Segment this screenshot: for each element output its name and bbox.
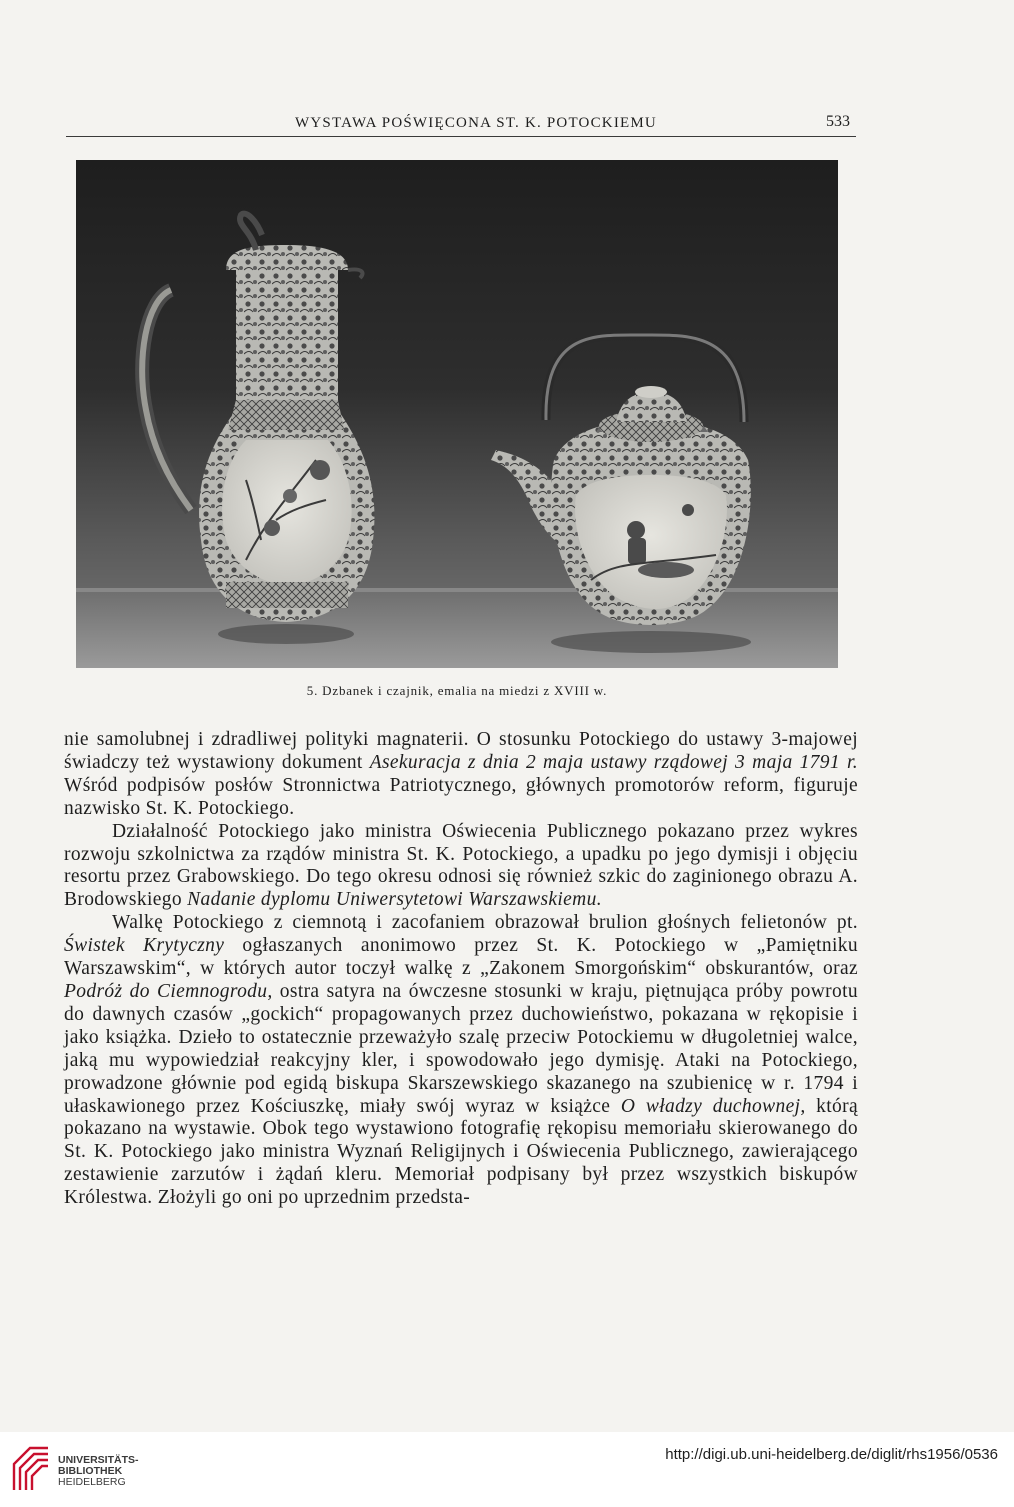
photo-illustration [76,160,838,668]
paragraph-3-text-3: ostra satyra na ówczesne stosunki w kraju, piętnująca próby powrotu do dawnych czasów „gockich“ propagowanych przez duchowieństwo, pokazana w rękopisie i jako książka. Dzieło to ostatecznie przeważyło szalę przeciw Potockiemu w długoletniej walce, jaką mu wypowiedział reakcyjny kler, i spowodowało jego dymisję. Ataki na Potockiego, prowadzone głównie pod egidą biskupa Skarszewskiego skazanego na szubienicę w r. 1794 i ułaskawionego przez Kościuszkę, miały swój wyraz w książce [64,980,858,1117]
heidelberg-library-logo-icon [10,1444,52,1494]
paragraph-3-text-2: ogłaszanych anonimowo przez St. K. Potockiego w „Pamiętniku Warszawskim“, w których autor toczył walkę z „Zakonem Smorgońskim“ obskurantów, oraz [64,935,858,980]
library-line-1: UNIVERSITÄTS- [58,1454,139,1466]
source-url-link[interactable]: http://digi.ub.uni-heidelberg.de/diglit/rhs1956/0536 [665,1446,998,1463]
jug-illustration [142,214,374,644]
title-nadanie-dyplomu: Nadanie dyplomu Uniwersytetowi Warszawskiemu. [187,889,602,911]
paragraph-2-text: Działalność Potockiego jako ministra Oświecenia Publicznego pokazano przez wykres rozwoju szkolnictwa za rządów ministra St. K. Potockiego, a upadku po jego dymisji i objęciu resortu przez Grabowskiego. Do tego okresu odnosi się również szkic do zaginionego obrazu A. Brodowskiego [64,820,858,911]
library-line-2: BIBLIOTHEK [58,1465,123,1477]
title-o-wladzy-duchownej: O władzy duchownej, [620,1095,806,1117]
paragraph-1 [64,729,858,821]
paragraph-1-text-end: Wśród podpisów posłów Stronnictwa Patriotycznego, głównych promotorów reform, figuruje nazwisko St. K. Potockiego. [64,774,858,819]
running-head [66,112,856,137]
figure-caption: 5. Dzbanek i czajnik, emalia na miedzi z XVIII w. [306,683,608,698]
title-swistek-krytyczny: Świstek Krytyczny [64,935,225,957]
photo-plate [76,160,838,668]
paragraph-3 [64,912,858,1210]
body-text [64,729,858,1210]
paragraph-1-text: nie samolubnej i zdradliwej polityki magnaterii. O stosunku Potockiego do ustawy 3-majowej świadczy też wystawiony dokument [64,729,858,773]
library-name [58,1455,139,1488]
paragraph-3-text: Walkę Potockiego z ciemnotą i zacofaniem obrazował brulion głośnych felietonów pt. [112,912,858,934]
paragraph-3-text-4: którą pokazano na wystawie. Obok tego wystawiono fotografię rękopisu memoriału skierowanego do St. K. Potockiego jako ministra Wyznań Religijnych i Oświecenia Publicznego, zawierającego zestawienie zarzutów i żądań kleru. Memoriał podpisany był przez wszystkich biskupów Królestwa. Złożyli go oni po uprzednim przedsta- [64,1095,858,1209]
title-asekuracja: Asekuracja z dnia 2 maja ustawy rządowej 3 maja 1791 r. [369,751,858,773]
running-title: WYSTAWA POŚWIĘCONA ST. K. POTOCKIEMU [295,115,657,131]
page-number: 533 [826,113,850,130]
footer [0,1432,1014,1507]
paragraph-2 [64,821,858,913]
library-line-3: HEIDELBERG [58,1476,126,1488]
title-podroz-do-ciemnogrodu: Podróż do Ciemnogrodu, [64,980,273,1002]
